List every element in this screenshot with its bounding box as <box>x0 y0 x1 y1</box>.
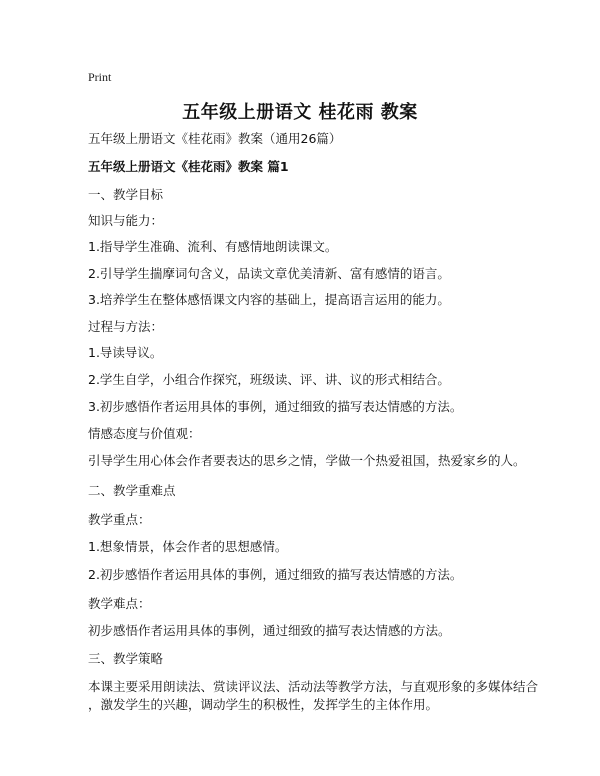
document-subtitle: 五年级上册语文《桂花雨》教案（通用26篇） <box>88 131 342 146</box>
text-line: 二、教学重难点 <box>88 483 176 498</box>
text-line: 2.引导学生揣摩词句含义，品读文章优美清新、富有感情的语言。 <box>88 266 450 281</box>
text-line: 3.培养学生在整体感悟课文内容的基础上，提高语言运用的能力。 <box>88 292 450 307</box>
final-paragraph-line: ，激发学生的兴趣，调动学生的积极性，发挥学生的主体作用。 <box>88 697 439 712</box>
text-line: 三、教学策略 <box>88 651 164 666</box>
text-line: 3.初步感悟作者运用具体的事例，通过细致的描写表达情感的方法。 <box>88 399 463 414</box>
text-line: 2.初步感悟作者运用具体的事例，通过细致的描写表达情感的方法。 <box>88 567 463 582</box>
text-line: 情感态度与价值观： <box>88 426 201 441</box>
text-line: 1.想象情景，体会作者的思想感情。 <box>88 539 288 554</box>
text-line: 2.学生自学，小组合作探究，班级读、评、讲、议的形式相结合。 <box>88 372 450 387</box>
final-paragraph-line: 本课主要采用朗读法、赏读评议法、活动法等教学方法，与直观形象的多媒体结合 <box>88 679 539 694</box>
text-line: 知识与能力： <box>88 213 164 228</box>
text-line: 引导学生用心体会作者要表达的思乡之情，学做一个热爱祖国，热爱家乡的人。 <box>88 453 526 468</box>
text-line: 过程与方法： <box>88 319 164 334</box>
text-line: 教学重点： <box>88 512 151 527</box>
print-label: Print <box>88 70 112 84</box>
text-line: 1.导读导议。 <box>88 345 163 360</box>
document-title: 五年级上册语文 桂花雨 教案 <box>182 102 418 123</box>
text-line: 一、教学目标 <box>88 187 164 202</box>
section-heading: 五年级上册语文《桂花雨》教案 篇1 <box>88 159 289 174</box>
text-line: 1.指导学生准确、流利、有感情地朗读课文。 <box>88 239 338 254</box>
text-line: 初步感悟作者运用具体的事例，通过细致的描写表达情感的方法。 <box>88 623 451 638</box>
text-line: 教学难点： <box>88 596 151 611</box>
